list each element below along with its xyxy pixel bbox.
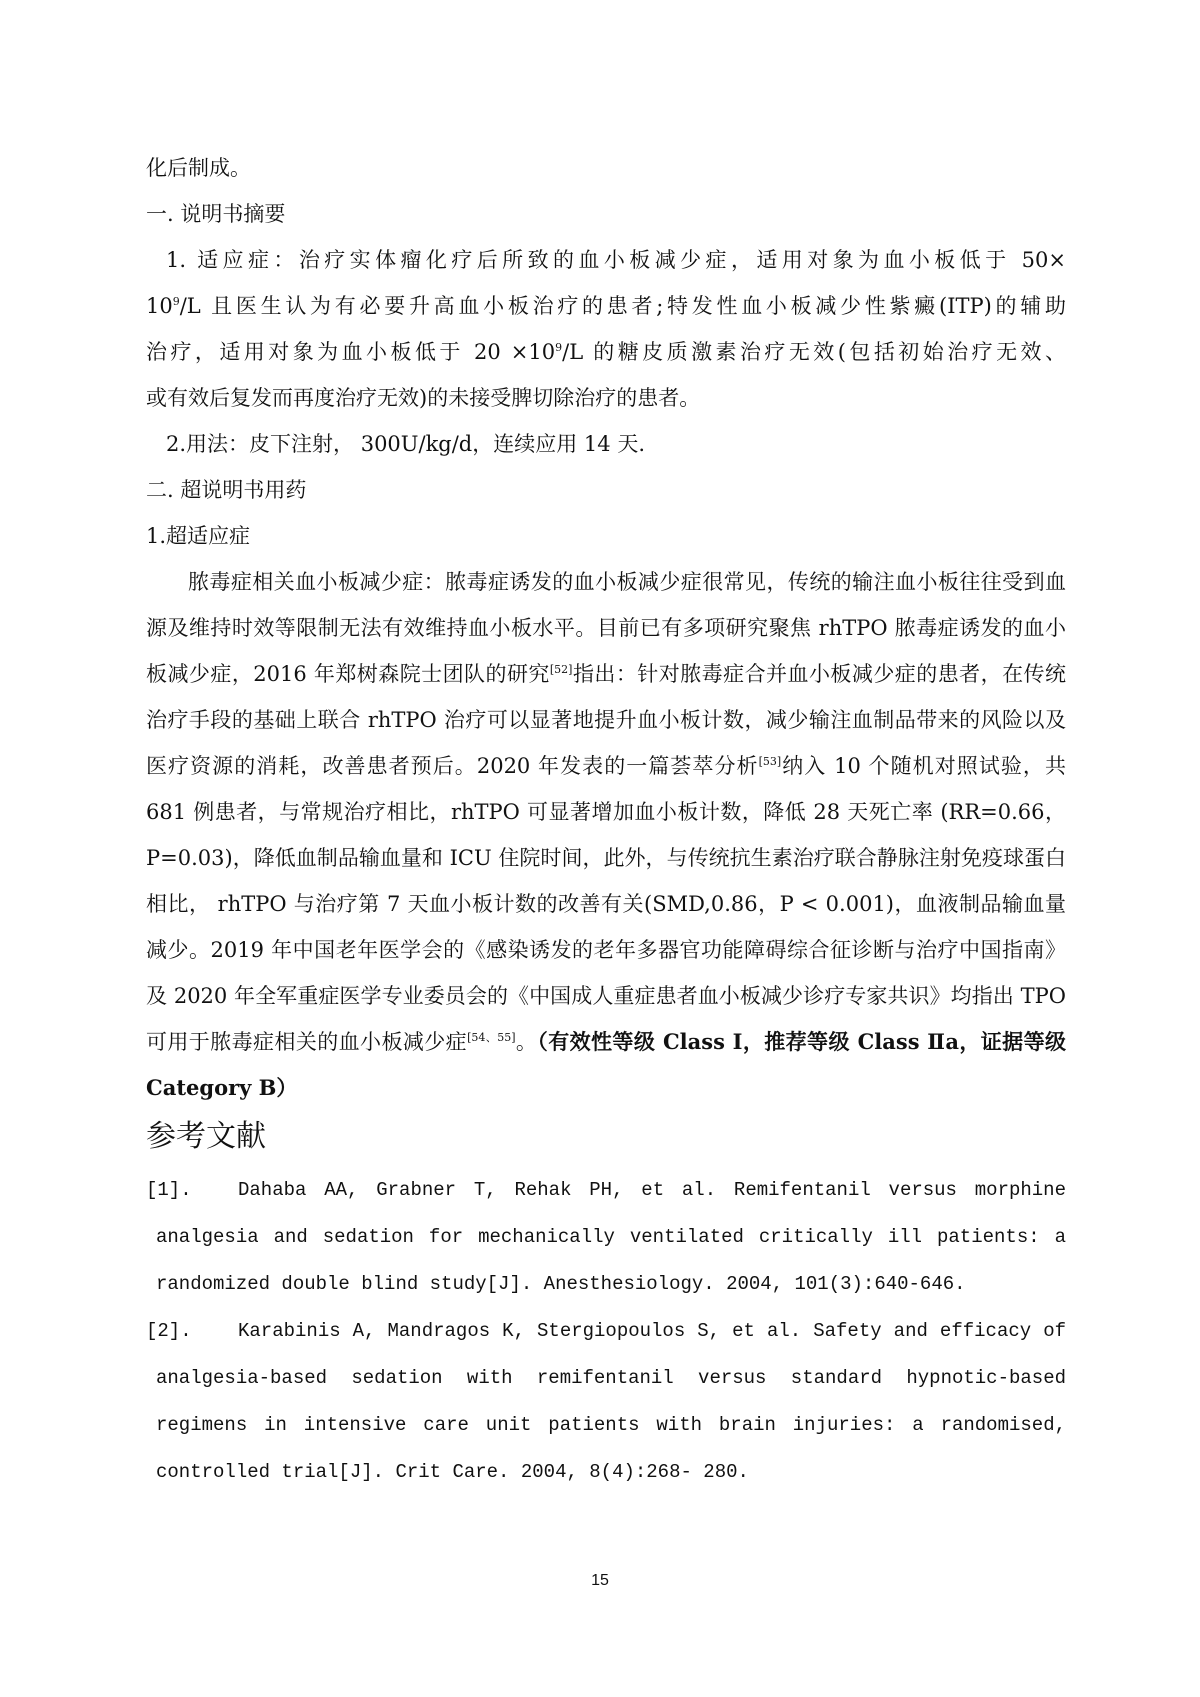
evidence-grade: （有效性等级 Class I，推荐等级 Class Ⅱa，证据等级 Category B） [146, 1029, 1066, 1100]
reference-number: [2]. [146, 1320, 192, 1342]
page-number: 15 [591, 1572, 609, 1589]
indication-label: 1. 适应症： [166, 248, 299, 272]
sepsis-paragraph: 脓毒症相关血小板减少症：脓毒症诱发的血小板减少症很常见，传统的输注血小板往往受到血源及维持时效等限制无法有效维持血小板水平。目前已有多项研究聚焦 rhTPO 脓毒症诱发的血小板减少症，2016 年郑树森院士团队的研究[52]指出：针对脓毒症合并血小板减少症的患者，在传统治疗手段的基础上联合 rhTPO 治疗可以显著地提升血小板计数，减少输注血制品带来的风险以及医疗资源的消耗，改善患者预后。2020 年发表的一篇荟萃分析[53]纳入 10 个随机对照试验，共 681 例患者，与常规治疗相比，rhTPO 可显著增加血小板计数，降低 28 天死亡率 (RR=0.66，P=0.03)，降低血制品输血量和 ICU 住院时间，此外，与传统抗生素治疗联合静脉注射免疫球蛋白相比， rhTPO 与治疗第 7 天血小板计数的改善有关(SMD,0.86，P < 0.001)，血液制品输血量减少。2019 年中国老年医学会的《感染诱发的老年多器官功能障碍综合征诊断与治疗中国指南》及 2020 年全军重症医学专业委员会的《中国成人重症患者血小板减少诊疗专家共识》均指出 TPO 可用于脓毒症相关的血小板减少症[54、55]。（有效性等级 Class I，推荐等级 Class Ⅱa，证据等级 Category B） [146, 570, 1066, 1100]
indication-line-1: 1. 适应症：治疗实体瘤化疗后所致的血小板减少症，适用对象为血小板低于 50× [166, 248, 1066, 272]
citation-54-55: [54、55] [467, 1031, 516, 1044]
section-title-1: 一. 说明书摘要 [146, 202, 286, 226]
citation-52: [52] [549, 663, 573, 676]
indication-line-3: 治疗，适用对象为血小板低于 $20 \times 10^9/L$ 的糖皮质激素治疗无效(包括初始治疗无效、 [146, 340, 1066, 364]
citation-53: [53] [758, 755, 782, 768]
continued-paragraph: 化后制成。 [146, 156, 251, 180]
subsection-title: 1.超适应症 [146, 524, 251, 548]
reference-number: [1]. [146, 1179, 192, 1201]
reference-text: Karabinis A, Mandragos K, Stergiopoulos S, et al. Safety and efficacy of analgesia-based sedation with remifentanil versus standard hypnotic-based regimens in intensive care unit patients with brain injuries: a randomised, controlled trial[J]. Crit Care. 2004, 8(4):268- 280. [156, 1320, 1066, 1483]
section-title-2: 二. 超说明书用药 [146, 478, 307, 502]
reference-item [146, 1308, 1066, 1496]
indication-line-4: 或有效后复发而再度治疗无效)的未接受脾切除治疗的患者。 [146, 386, 701, 410]
usage-line: 2.用法：皮下注射， 300U/kg/d，连续应用 14 天. [166, 432, 645, 456]
reference-item [146, 1167, 1066, 1308]
reference-list [146, 1167, 1066, 1496]
page-body [146, 145, 1066, 1496]
indication-line-2: $10^9/L$ 且医生认为有必要升高血小板治疗的患者;特发性血小板减少性紫癜(ITP)的辅助 [146, 294, 1066, 318]
reference-text: Dahaba AA, Grabner T, Rehak PH, et al. Remifentanil versus morphine analgesia and sedation for mechanically ventilated critically ill patients: a randomized double blind study[J]. Anesthesiology. 2004, 101(3):640-646. [156, 1179, 1066, 1295]
references-heading: 参考文献 [146, 1119, 266, 1154]
